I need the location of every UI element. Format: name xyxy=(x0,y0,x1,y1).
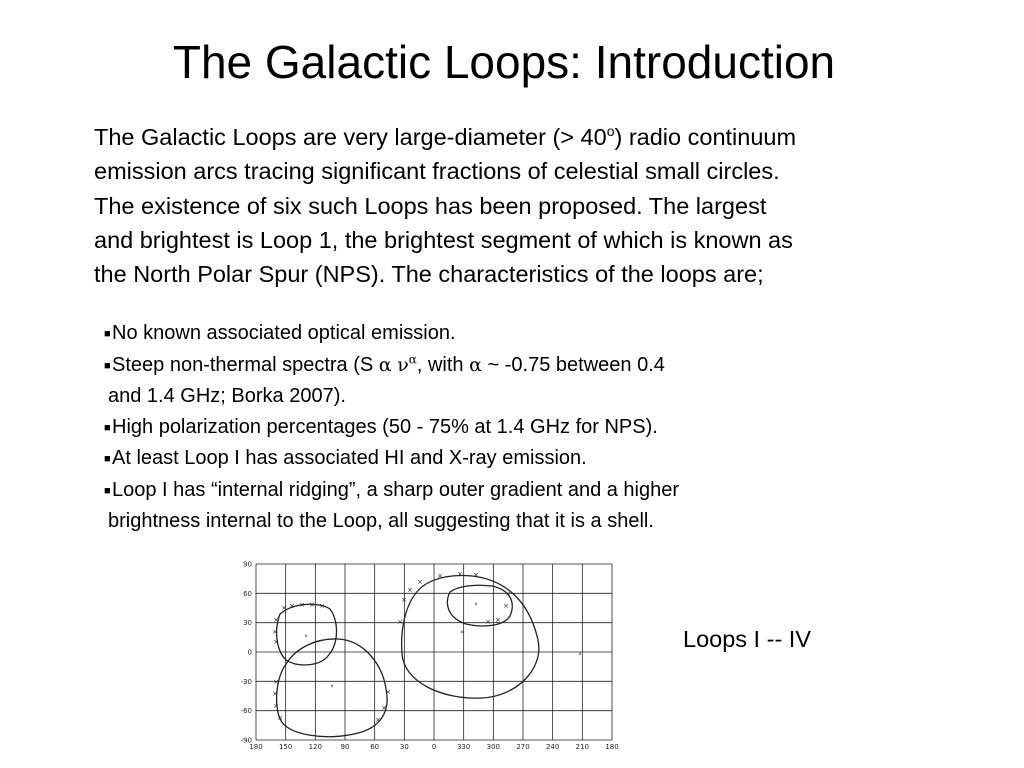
cross-marker: × xyxy=(437,572,443,580)
y-tick-label: 30 xyxy=(243,619,252,628)
x-tick-label: 240 xyxy=(545,743,560,751)
alpha-symbol: α xyxy=(378,353,392,376)
cross-marker: × xyxy=(485,618,491,626)
x-tick-label: 330 xyxy=(456,743,471,751)
alpha-symbol: α xyxy=(469,353,482,376)
bullet-item: ■High polarization percentages (50 - 75% at 1.4 GHz for NPS). xyxy=(104,412,864,444)
y-tick-label: -60 xyxy=(240,707,252,716)
x-tick-label: 30 xyxy=(399,743,409,751)
intro-line-1: The Galactic Loops are very large-diameter (> $40^o$) radio continuum xyxy=(94,123,797,150)
bullet-marker: ■ xyxy=(104,484,111,497)
cross-marker: × xyxy=(273,638,279,646)
y-tick-label: -30 xyxy=(240,677,252,686)
cross-marker: × xyxy=(309,601,315,609)
bullet-marker: ■ xyxy=(104,421,111,434)
circle-marker: ∘ xyxy=(329,682,335,690)
cross-marker: × xyxy=(397,618,403,626)
cross-marker: × xyxy=(457,570,463,578)
circle-marker: ∘ xyxy=(473,600,479,608)
x-tick-label: 210 xyxy=(575,743,590,751)
cross-marker: × xyxy=(273,678,279,686)
cross-marker: × xyxy=(273,702,279,710)
cross-marker: × xyxy=(401,596,407,604)
bullet-item: ■Loop I has “internal ridging”, a sharp outer gradient and a higher xyxy=(104,475,864,507)
y-tick-label: 90 xyxy=(243,560,252,569)
bullet-item: ■Steep non-thermal spectra (S α $\nu^\alpha$, with α ~ -0.75 between 0.4 xyxy=(104,350,864,382)
cross-marker: × xyxy=(505,590,511,598)
cross-marker: × xyxy=(385,688,391,696)
cross-marker: × xyxy=(495,616,501,624)
intro-paragraph xyxy=(94,120,974,291)
intro-line-4: and brightest is Loop 1, the brightest segment of which is known as xyxy=(94,226,793,253)
nu-symbol: ν xyxy=(397,353,409,376)
intro-line-5: the North Polar Spur (NPS). The characteristics of the loops are; xyxy=(94,261,764,288)
cross-marker: × xyxy=(473,571,479,579)
x-tick-label: 120 xyxy=(308,743,323,751)
cross-marker: × xyxy=(299,601,305,609)
degree-superscript: o xyxy=(606,123,615,140)
intro-line-3: The existence of six such Loops has been proposed. The largest xyxy=(94,192,767,219)
cross-marker: × xyxy=(289,602,295,610)
loop-contour xyxy=(402,575,539,698)
cross-marker: × xyxy=(277,714,283,722)
loop-contours xyxy=(277,575,539,736)
x-tick-label: 180 xyxy=(605,743,619,751)
bullet-item: ■At least Loop I has associated HI and X-ray emission. xyxy=(104,443,864,475)
circle-marker: ∘ xyxy=(459,628,465,636)
loops-sky-map xyxy=(228,544,620,754)
bullet-marker: ■ xyxy=(104,453,111,465)
x-axis-labels xyxy=(249,743,618,751)
x-tick-label: 150 xyxy=(278,743,293,751)
bullet-marker: ■ xyxy=(104,359,111,372)
cross-marker: × xyxy=(281,604,287,612)
y-tick-label: 60 xyxy=(243,589,252,598)
x-tick-label: 180 xyxy=(249,743,263,751)
cross-marker: × xyxy=(503,602,509,610)
y-axis-labels xyxy=(241,561,252,745)
bullet-item: ■No known associated optical emission. xyxy=(104,318,864,350)
x-tick-label: 300 xyxy=(486,743,501,751)
loops-map-svg xyxy=(228,544,620,754)
map-grid xyxy=(256,564,612,740)
cross-marker: × xyxy=(273,616,279,624)
cross-marker: × xyxy=(272,690,278,698)
cross-marker: × xyxy=(381,704,387,712)
cross-marker: × xyxy=(272,628,278,636)
x-tick-label: 60 xyxy=(370,743,380,751)
y-tick-label: -90 xyxy=(240,736,252,745)
bullet-continuation: and 1.4 GHz; Borka 2007). xyxy=(108,385,346,407)
cross-marker: × xyxy=(375,716,381,724)
alpha-superscript: α xyxy=(408,351,417,366)
x-tick-label: 270 xyxy=(516,743,530,751)
circle-marker: ∘ xyxy=(577,650,583,658)
cross-marker: × xyxy=(407,586,413,594)
x-tick-label: 90 xyxy=(340,743,350,751)
bullet-marker: ■ xyxy=(104,328,111,340)
x-tick-label: 0 xyxy=(431,743,437,751)
y-tick-label: 0 xyxy=(247,648,252,657)
cross-marker: × xyxy=(319,602,325,610)
circle-marker: ∘ xyxy=(303,632,309,640)
bullet-continuation: brightness internal to the Loop, all suggesting that it is a shell. xyxy=(108,510,654,532)
intro-line-2: emission arcs tracing significant fractions of celestial small circles. xyxy=(94,158,780,185)
slide-title: The Galactic Loops: Introduction xyxy=(172,36,836,88)
figure-caption: Loops I -- IV xyxy=(683,626,811,652)
characteristics-list xyxy=(104,318,864,537)
cross-marker: × xyxy=(417,578,423,586)
